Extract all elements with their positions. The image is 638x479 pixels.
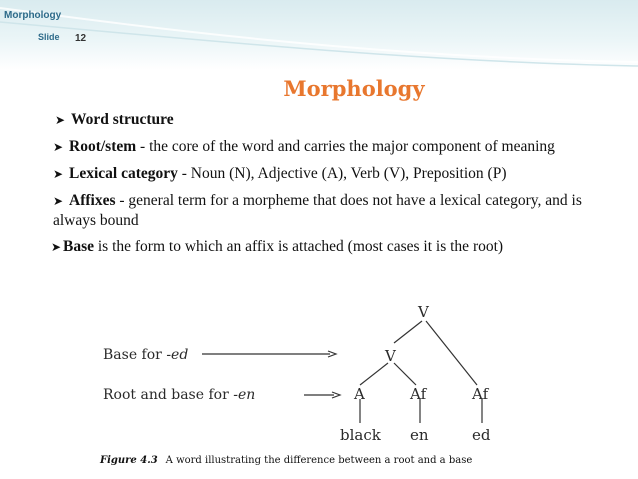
arrow-bullet-icon: ➤ [53, 167, 64, 181]
arrow-bullet-icon: ➤ [53, 140, 64, 154]
arrow-bullet-icon: ➤ [53, 194, 64, 208]
tree-diagram-figure [92, 299, 498, 474]
bullet-base [51, 237, 615, 257]
bullet-text: is the form to which an affix is attached (most cases it is the root) [94, 238, 504, 255]
node-af2: Af [472, 385, 489, 403]
slide-title: Morphology [283, 76, 425, 101]
bullet-bold-text: Word structure [71, 111, 174, 128]
node-v-top: V [418, 303, 429, 321]
figure-caption: Figure 4.3 A word illustrating the difference between a root and a base [100, 455, 473, 466]
node-a: A [354, 385, 365, 403]
tree-diagram [92, 299, 498, 474]
header-wave-decoration [0, 0, 638, 70]
slide-label: Slide [38, 32, 60, 42]
header-band [0, 0, 638, 70]
slide-number: 12 [75, 33, 87, 44]
section-label: Morphology [4, 10, 62, 21]
bullet-lexical-category [53, 164, 615, 184]
edge-vtop-af2 [426, 321, 477, 385]
node-af1: Af [410, 385, 427, 403]
bullet-list [51, 110, 615, 264]
label-root-base-for-en: Root and base for -en [103, 387, 256, 403]
bullet-text: - the core of the word and carries the major component of meaning [136, 138, 555, 155]
bullet-text: - Noun (N), Adjective (A), Verb (V), Preposition (P) [177, 165, 507, 182]
bullet-bold-text: Root/stem [69, 138, 137, 155]
word-black: black [340, 426, 381, 444]
word-ed: ed [472, 426, 491, 444]
bullet-root-stem [53, 137, 615, 157]
label-base-for-ed: Base for -ed [103, 347, 189, 363]
bullet-affixes [53, 191, 615, 230]
bullet-bold-text: Lexical category [69, 165, 178, 182]
bullet-text: - general term for a morpheme that does not have a lexical category, and is always bound [53, 192, 582, 229]
edge-vtop-vmid [394, 321, 422, 343]
edge-vmid-af1 [394, 363, 416, 385]
edge-vmid-a [360, 363, 388, 385]
bullet-bold-text: Base [63, 238, 94, 255]
arrow-bullet-icon: ➤ [55, 113, 66, 127]
bullet-bold-text: Affixes [69, 192, 116, 209]
arrow-bullet-icon: ➤ [51, 240, 62, 254]
node-v-mid: V [385, 347, 396, 365]
bullet-word-structure [55, 110, 615, 130]
word-en: en [410, 426, 429, 444]
